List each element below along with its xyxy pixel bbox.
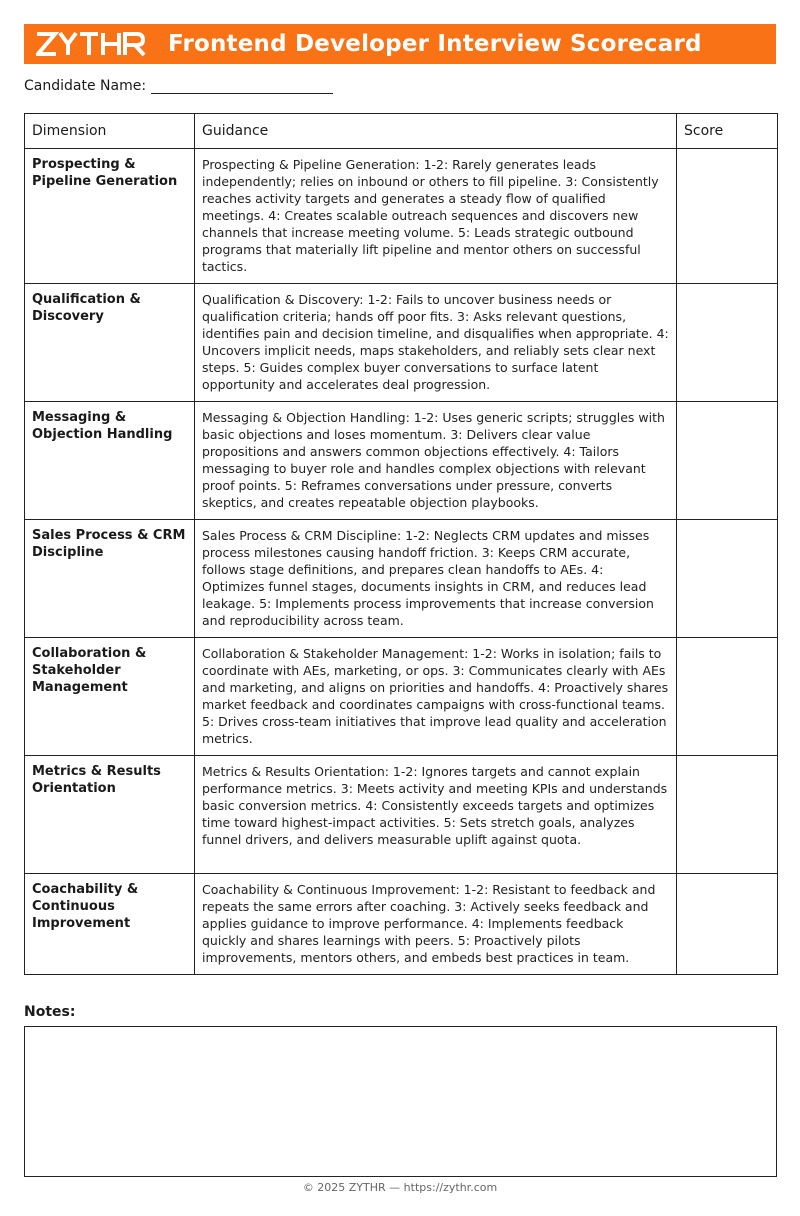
table-row [25, 284, 778, 402]
notes-label: Notes: [24, 1004, 76, 1020]
score-cell[interactable] [677, 638, 778, 756]
score-cell[interactable] [677, 402, 778, 520]
table-row [25, 149, 778, 284]
candidate-name-line[interactable] [151, 78, 333, 94]
score-cell[interactable] [677, 520, 778, 638]
header-banner [24, 24, 776, 64]
guidance-cell: Messaging & Objection Handling: 1-2: Uses generic scripts; struggles with basic objections and loses momentum. 3: Delivers clear value propositions and answers common objections effectively. 4: Tailors messaging to buyer role and handles complex objections with relevant proof points. 5: Reframes conversations under pressure, converts skeptics, and creates repeatable objection playbooks. [195, 402, 677, 520]
notes-box[interactable] [24, 1026, 777, 1177]
dimension-cell: Coachability & Continuous Improvement [25, 874, 195, 975]
table-row [25, 520, 778, 638]
dimension-cell: Messaging & Objection Handling [25, 402, 195, 520]
candidate-name-field [24, 78, 333, 94]
dimension-cell: Prospecting & Pipeline Generation [25, 149, 195, 284]
footer-text: © 2025 ZYTHR — https://zythr.com [302, 1181, 498, 1194]
candidate-name-label: Candidate Name: [24, 78, 147, 94]
table-row [25, 756, 778, 874]
guidance-cell: Sales Process & CRM Discipline: 1-2: Neglects CRM updates and misses process milestones causing handoff friction. 3: Keeps CRM accurate, follows stage definitions, and prepares clean handoffs to AEs. 4: Optimizes funnel stages, documents insights in CRM, and reduces lead leakage. 5: Implements process improvements that increase conversion and reproducibility across team. [195, 520, 677, 638]
table-row [25, 874, 778, 975]
dimension-cell: Metrics & Results Orientation [25, 756, 195, 874]
table-header-row [25, 114, 778, 149]
guidance-cell: Metrics & Results Orientation: 1-2: Ignores targets and cannot explain performance metrics. 3: Meets activity and meeting KPIs and understands basic conversion metrics. 4: Consistently exceeds targets and optimizes time toward highest-impact activities. 5: Sets stretch goals, analyzes funnel drivers, and delivers measurable uplift against quota. [195, 756, 677, 874]
column-header-guidance: Guidance [195, 114, 677, 149]
page-title: Frontend Developer Interview Scorecard [168, 31, 702, 57]
score-cell[interactable] [677, 874, 778, 975]
score-cell[interactable] [677, 756, 778, 874]
dimension-cell: Qualification & Discovery [25, 284, 195, 402]
guidance-cell: Collaboration & Stakeholder Management: 1-2: Works in isolation; fails to coordinate with AEs, marketing, or ops. 3: Communicates clearly with AEs and marketing, and aligns on priorities and handoffs. 4: Proactively shares market feedback and coordinates campaigns with cross-functional teams. 5: Drives cross-team initiatives that improve lead quality and acceleration metrics. [195, 638, 677, 756]
column-header-score: Score [677, 114, 778, 149]
score-cell[interactable] [677, 149, 778, 284]
dimension-cell: Collaboration & Stakeholder Management [25, 638, 195, 756]
column-header-dimension: Dimension [25, 114, 195, 149]
guidance-cell: Coachability & Continuous Improvement: 1-2: Resistant to feedback and repeats the same errors after coaching. 3: Actively seeks feedback and applies guidance to improve performance. 4: Implements feedback quickly and shares learnings with peers. 5: Proactively pilots improvements, mentors others, and embeds best practices in team. [195, 874, 677, 975]
guidance-cell: Prospecting & Pipeline Generation: 1-2: Rarely generates leads independently; relies on inbound or others to fill pipeline. 3: Consistently reaches activity targets and generates a steady flow of qualified meetings. 4: Creates scalable outreach sequences and discovers new channels that increase meeting volume. 5: Leads strategic outbound programs that materially lift pipeline and mentor others on successful tactics. [195, 149, 677, 284]
table-row [25, 402, 778, 520]
table-row [25, 638, 778, 756]
zythr-logo [36, 31, 146, 57]
scorecard-table [24, 113, 778, 975]
guidance-cell: Qualification & Discovery: 1-2: Fails to uncover business needs or qualification criteria; hands off poor fits. 3: Asks relevant questions, identifies pain and decision timeline, and disqualifies when appropriate. 4: Uncovers implicit needs, maps stakeholders, and reliably sets clear next steps. 5: Guides complex buyer conversations to surface latent opportunity and accelerates deal progression. [195, 284, 677, 402]
dimension-cell: Sales Process & CRM Discipline [25, 520, 195, 638]
score-cell[interactable] [677, 284, 778, 402]
